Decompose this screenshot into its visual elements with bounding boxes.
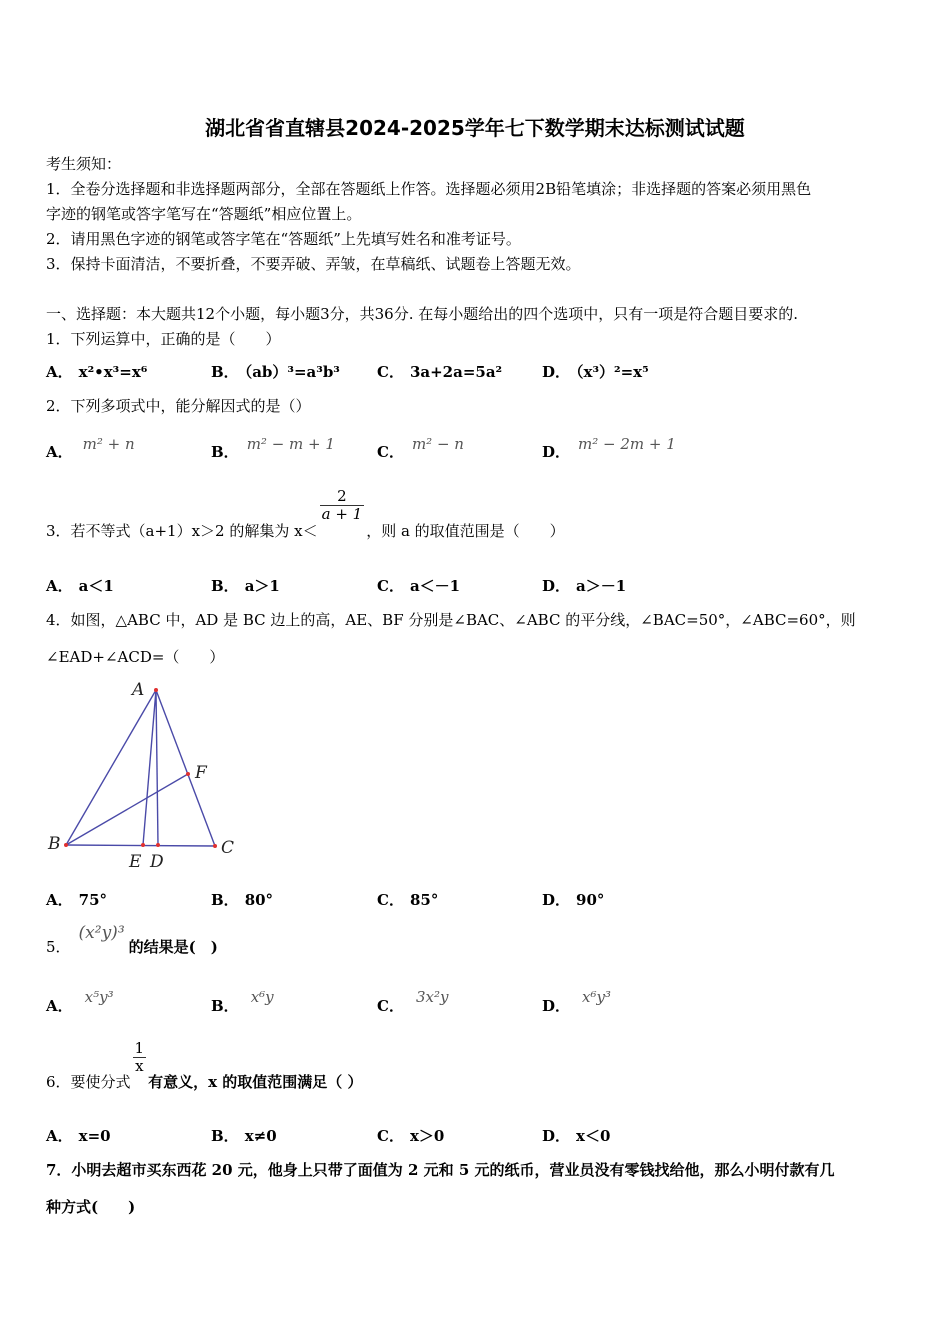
q2-option-d[interactable]: D． m² − 2m + 1: [542, 435, 676, 461]
side-ab: [66, 690, 156, 845]
q5-option-d[interactable]: D． x⁶y³: [542, 988, 611, 1015]
q4-option-c[interactable]: C． 85°: [377, 891, 439, 909]
label-d: D: [150, 852, 164, 872]
label-e: E: [129, 852, 142, 872]
bisector-ae: [143, 690, 156, 845]
q2-option-b[interactable]: B． m² − m + 1: [211, 435, 335, 461]
q3-option-d[interactable]: D． a＞－1: [542, 577, 627, 595]
question-6-stem: 6．要使分式 $\frac{1}{x}$ 有意义，x 的取值范围满足（ ）: [46, 1039, 363, 1091]
point-e: [141, 843, 145, 847]
point-f: [186, 772, 190, 776]
q6-option-b[interactable]: B． x≠0: [211, 1127, 277, 1145]
label-b: B: [48, 834, 61, 854]
question-3-stem: 3．若不等式（a+1）x＞2 的解集为 x＜ $\frac{2}{a + 1}$ ，则 a 的取值范围是（ ）: [46, 487, 565, 540]
bisector-bf: [66, 774, 188, 845]
side-bc: [66, 845, 215, 846]
question-7-stem-cont: 种方式( ): [46, 1198, 136, 1216]
q2-option-c[interactable]: C． m² − n: [377, 435, 464, 461]
point-c: [213, 844, 217, 848]
question-1-stem: 1．下列运算中，正确的是（ ）: [46, 330, 281, 348]
notice-item: 3．保持卡面清洁，不要折叠，不要弄破、弄皱，在草稿纸、试题卷上答题无效。: [46, 255, 581, 273]
question-7-stem: 7．小明去超市买东西花 20 元，他身上只带了面值为 2 元和 5 元的纸币，营业员没有零钱找给他，那么小明付款有几: [46, 1161, 835, 1179]
section-heading: 一、选择题：本大题共12个小题，每小题3分，共36分. 在每小题给出的四个选项中，只有一项是符合题目要求的.: [46, 305, 799, 323]
point-d: [156, 843, 160, 847]
q6-option-a[interactable]: A． x=0: [46, 1127, 111, 1145]
page-title: 湖北省省直辖县2024-2025学年七下数学期末达标测试试题: [205, 116, 745, 140]
label-c: C: [221, 838, 235, 858]
q4-option-b[interactable]: B． 80°: [211, 891, 274, 909]
q2-option-a[interactable]: A． m² + n: [46, 435, 135, 461]
notice-heading: 考生须知：: [46, 155, 122, 173]
point-b: [64, 843, 68, 847]
q1-option-a[interactable]: A． x²•x³=x⁶: [46, 363, 148, 381]
notice-item: 字迹的钢笔或答字笔写在“答题纸”相应位置上。: [46, 205, 362, 223]
q3-option-c[interactable]: C． a＜－1: [377, 577, 461, 595]
altitude-ad: [156, 690, 158, 845]
question-2-stem: 2．下列多项式中，能分解因式的是（）: [46, 397, 311, 415]
q3-option-b[interactable]: B． a＞1: [211, 577, 280, 595]
q5-option-b[interactable]: B． x⁶y: [211, 988, 274, 1015]
q5-expression: (x²y)³: [78, 923, 125, 943]
label-a: A: [132, 680, 145, 700]
triangle-figure: [40, 675, 250, 875]
notice-item: 2．请用黑色字迹的钢笔或答字笔在“答题纸”上先填写姓名和准考证号。: [46, 230, 521, 248]
question-4-stem-cont: ∠EAD+∠ACD=（ ）: [46, 648, 225, 666]
q1-option-d[interactable]: D． （x³）²=x⁵: [542, 363, 649, 381]
q4-option-a[interactable]: A． 75°: [46, 891, 108, 909]
question-5-stem: 5．(x²y)³的结果是( ): [46, 923, 218, 956]
point-a: [154, 688, 158, 692]
label-f: F: [195, 763, 207, 783]
q1-option-b[interactable]: B． （ab）³=a³b³: [211, 363, 340, 381]
q6-option-d[interactable]: D． x＜0: [542, 1127, 611, 1145]
q1-option-c[interactable]: C． 3a+2a=5a²: [377, 363, 503, 381]
q5-option-a[interactable]: A． x⁵y³: [46, 988, 114, 1015]
q6-option-c[interactable]: C． x＞0: [377, 1127, 445, 1145]
question-4-stem: 4．如图，△ABC 中，AD 是 BC 边上的高，AE、BF 分别是∠BAC、∠ABC 的平分线，∠BAC=50°，∠ABC=60°，则: [46, 611, 856, 629]
q3-option-a[interactable]: A． a＜1: [46, 577, 114, 595]
q4-option-d[interactable]: D． 90°: [542, 891, 605, 909]
notice-item: 1．全卷分选择题和非选择题两部分，全部在答题纸上作答。选择题必须用2B铅笔填涂；非选择题的答案必须用黑色: [46, 180, 812, 198]
q5-option-c[interactable]: C． 3x²y: [377, 988, 449, 1015]
